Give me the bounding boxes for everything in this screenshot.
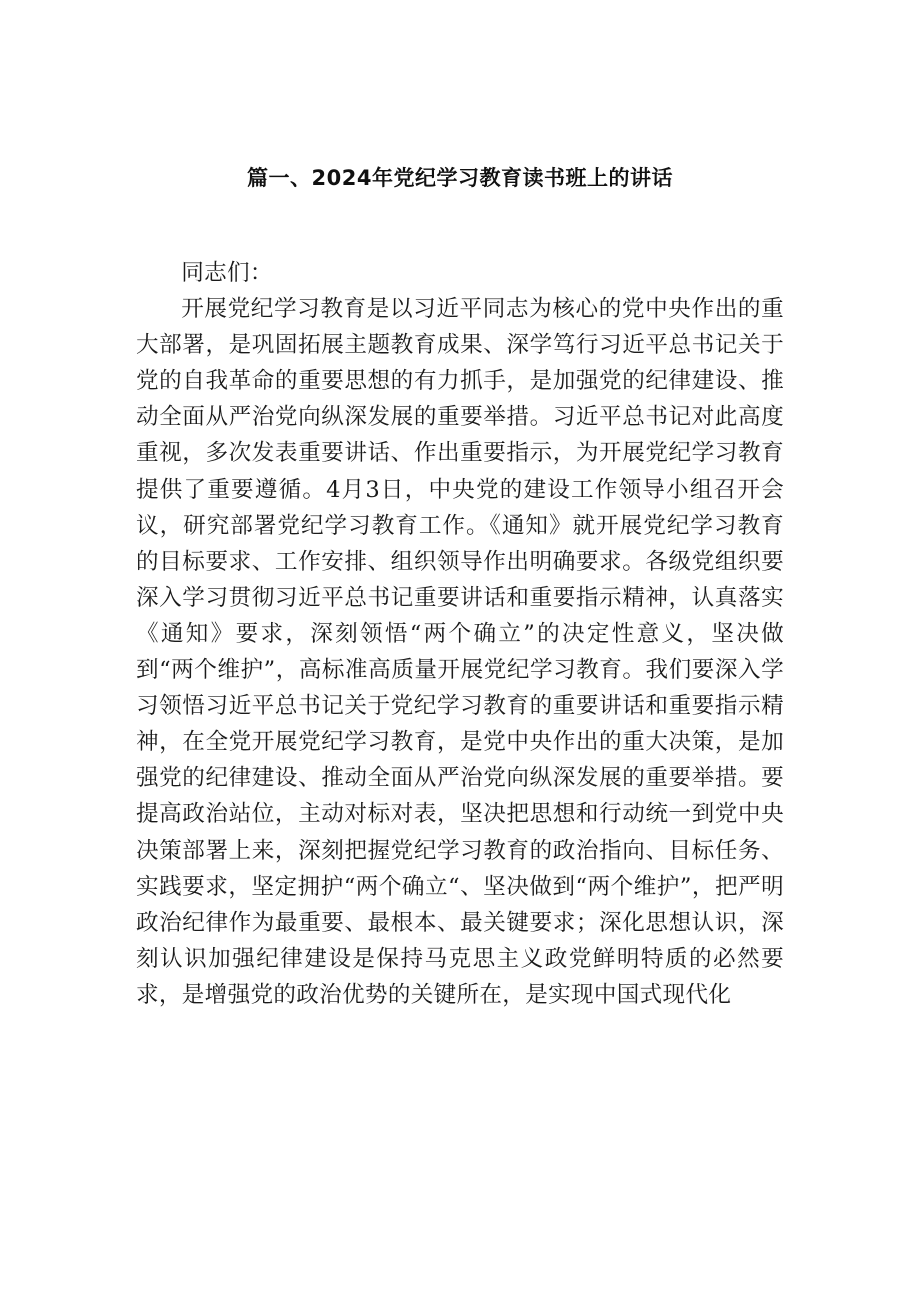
document-title: 篇一、2024年党纪学习教育读书班上的讲话 <box>247 166 673 190</box>
salutation: 同志们： <box>181 260 273 286</box>
document-body <box>136 255 784 1013</box>
body-paragraph: 开展党纪学习教育是以习近平同志为核心的党中央作出的重大部署，是巩固拓展主题教育成果、深学笃行习近平总书记关于党的自我革命的重要思想的有力抓手，是加强党的纪律建设、推动全面从严治党向纵深发展的重要举措。习近平总书记对此高度重视，多次发表重要讲话、作出重要指示，为开展党纪学习教育提供了重要遵循。4月3日，中央党的建设工作领导小组召开会议，研究部署党纪学习教育工作。《通知》就开展党纪学习教育的目标要求、工作安排、组织领导作出明确要求。各级党组织要深入学习贯彻习近平总书记重要讲话和重要指示精神，认真落实《通知》要求，深刻领悟“两个确立”的决定性意义，坚决做到“两个维护”，高标准高质量开展党纪学习教育。我们要深入学习领悟习近平总书记关于党纪学习教育的重要讲话和重要指示精神，在全党开展党纪学习教育，是党中央作出的重大决策，是加强党的纪律建设、推动全面从严治党向纵深发展的重要举措。要提高政治站位，主动对标对表，坚决把思想和行动统一到党中央决策部署上来，深刻把握党纪学习教育的政治指向、目标任务、实践要求，坚定拥护“两个确立“、坚决做到“两个维护”，把严明政治纪律作为最重要、最根本、最关键要求；深化思想认识，深刻认识加强纪律建设是保持马克思主义政党鲜明特质的必然要求，是增强党的政治优势的关键所在，是实现中国式现代化 <box>136 296 784 1008</box>
